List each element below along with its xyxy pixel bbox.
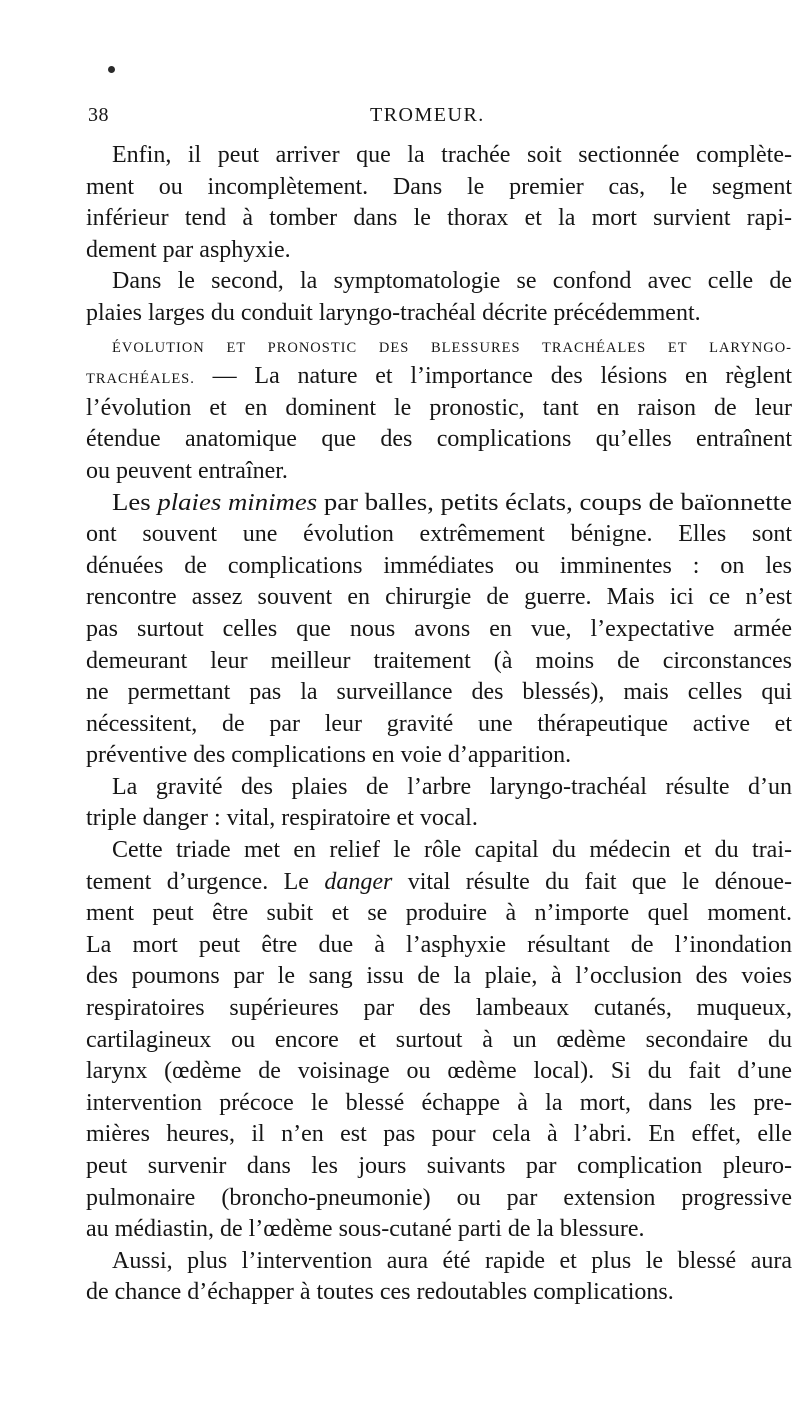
line-content — [86, 1151, 792, 1183]
page-number: 38 — [88, 104, 109, 126]
emphasis-text: plaies minimes — [157, 489, 318, 516]
line-text: l’évolution et en dominent le pronostic, tant en raison de leur — [86, 394, 792, 421]
line-text: peut survenir dans les jours suivants par complication pleuro- — [86, 1153, 792, 1179]
line-content — [86, 235, 291, 267]
line-text: de chance d’échapper à toutes ces redoutables complications. — [86, 1279, 674, 1306]
text-line — [86, 488, 792, 520]
line-text: ont souvent une évolution extrêmement bénigne. Elles sont — [86, 521, 792, 548]
line-content — [86, 203, 792, 235]
text-line — [86, 519, 792, 551]
line-content — [86, 519, 792, 551]
line-content — [86, 456, 288, 488]
text-line — [86, 172, 792, 204]
line-text: rencontre assez souvent en chirurgie de guerre. Mais ici ce n’est — [86, 584, 792, 611]
line-content — [112, 835, 792, 867]
line-text: Les — [112, 489, 158, 516]
text-line — [86, 930, 792, 962]
line-content — [86, 582, 792, 614]
line-content — [86, 1277, 674, 1309]
text-line — [86, 266, 792, 298]
body-text — [86, 140, 792, 1309]
line-text: dénuées de complications immédiates ou imminentes : on les — [86, 552, 792, 579]
text-line — [86, 298, 792, 330]
line-content — [86, 867, 792, 899]
text-line — [86, 1277, 792, 1309]
text-line — [86, 1119, 792, 1151]
text-line — [86, 456, 792, 488]
line-content — [112, 772, 792, 804]
line-content — [86, 424, 792, 456]
line-text: préventive des complications en voie d’apparition. — [86, 742, 572, 769]
line-content — [86, 646, 792, 678]
text-line — [86, 1214, 792, 1246]
line-content — [86, 803, 478, 835]
line-text: intervention précoce le blessé échappe à la mort, dans les pre- — [86, 1089, 792, 1116]
line-text: des poumons par le sang issu de la plaie, à l’occlusion des voies — [86, 963, 792, 990]
line-text: cartilagineux ou encore et surtout à un œdème secondaire du — [86, 1026, 792, 1053]
line-content — [86, 361, 792, 393]
text-line — [86, 898, 792, 930]
section-heading: TRACHÉALES. — [86, 371, 195, 388]
line-text: La gravité des plaies de l’arbre laryngo-trachéal résulte d’un — [112, 773, 792, 800]
text-line — [86, 614, 792, 646]
line-text: plaies larges du conduit laryngo-trachéal décrite précédemment. — [86, 299, 701, 326]
text-line — [86, 361, 792, 393]
line-text: mières heures, il n’en est pas pour cela à l’abri. En effet, elle — [86, 1121, 792, 1148]
line-content — [86, 551, 792, 583]
line-text: pulmonaire (broncho-pneumonie) ou par extension progressive — [86, 1184, 792, 1211]
text-line — [86, 835, 792, 867]
line-content — [86, 993, 792, 1025]
line-content — [86, 709, 792, 741]
text-line — [86, 772, 792, 804]
line-text: demeurant leur meilleur traitement (à moins de circonstances — [86, 647, 792, 674]
text-line — [86, 582, 792, 614]
line-content — [86, 1214, 644, 1246]
line-text: larynx (œdème de voisinage ou œdème local). Si du fait d’une — [86, 1058, 792, 1085]
line-content — [86, 1056, 792, 1088]
ink-speck — [108, 66, 115, 73]
text-line — [86, 203, 792, 235]
text-line — [86, 740, 792, 772]
line-text: respiratoires supérieures par des lambeaux cutanés, muqueux, — [86, 995, 792, 1022]
line-content — [86, 1119, 792, 1151]
text-line — [86, 235, 792, 267]
line-text: ne permettant pas la surveillance des blessés), mais celles qui — [86, 679, 792, 706]
text-line — [86, 551, 792, 583]
line-content — [86, 930, 792, 962]
line-content — [112, 1246, 792, 1278]
text-line — [86, 993, 792, 1025]
line-text: — La nature et l’importance des lésions en règlent — [194, 363, 792, 390]
text-line — [86, 961, 792, 993]
text-line — [86, 709, 792, 741]
line-text: tement d’urgence. Le — [86, 868, 325, 895]
text-line — [86, 1246, 792, 1278]
text-line — [86, 393, 792, 425]
line-text: inférieur tend à tomber dans le thorax et la mort survient rapi- — [86, 205, 792, 232]
line-content — [86, 961, 792, 993]
line-text: vital résulte du fait que le dénoue- — [392, 868, 792, 895]
line-text: étendue anatomique que des complications qu’elles entraînent — [86, 426, 792, 453]
line-text: Dans le second, la symptomatologie se confond avec celle de — [112, 268, 792, 295]
line-content — [86, 898, 792, 930]
section-heading: ÉVOLUTION ET PRONOSTIC DES BLESSURES TRACHÉALES ET LARYNGO- — [112, 339, 792, 356]
line-text: pas surtout celles que nous avons en vue, l’expectative armée — [86, 615, 792, 642]
line-content — [86, 393, 792, 425]
text-line — [86, 1025, 792, 1057]
line-content — [112, 330, 792, 362]
line-content — [86, 1088, 792, 1120]
line-content — [86, 1183, 792, 1215]
text-line — [86, 1088, 792, 1120]
line-content — [86, 172, 792, 204]
text-line — [86, 1183, 792, 1215]
text-line — [86, 424, 792, 456]
line-content — [86, 298, 701, 330]
text-line — [86, 1056, 792, 1088]
text-line — [86, 803, 792, 835]
line-text: triple danger : vital, respiratoire et vocal. — [86, 805, 478, 832]
line-text: par balles, petits éclats, coups de baïonnette — [317, 489, 792, 516]
line-text: ou peuvent entraîner. — [86, 457, 288, 484]
line-content — [86, 677, 792, 709]
page-header — [88, 104, 528, 136]
text-line — [86, 330, 792, 362]
line-text: La mort peut être due à l’asphyxie résultant de l’inondation — [86, 931, 792, 958]
line-text: Aussi, plus l’intervention aura été rapide et plus le blessé aura — [112, 1247, 792, 1274]
text-line — [86, 867, 792, 899]
line-text: ment ou incomplètement. Dans le premier cas, le segment — [86, 173, 792, 200]
line-content — [112, 266, 792, 298]
line-content — [112, 140, 792, 172]
line-content — [86, 614, 792, 646]
line-content — [86, 740, 571, 772]
line-content — [112, 488, 792, 520]
line-text: Cette triade met en relief le rôle capital du médecin et du trai- — [112, 837, 792, 864]
line-text: Enfin, il peut arriver que la trachée soit sectionnée complète- — [112, 142, 792, 168]
line-text: au médiastin, de l’œdème sous-cutané parti de la blessure. — [86, 1216, 645, 1243]
line-content — [86, 1025, 792, 1057]
text-line — [86, 646, 792, 678]
text-line — [86, 677, 792, 709]
text-line — [86, 140, 792, 172]
line-text: ment peut être subit et se produire à n’importe quel moment. — [86, 900, 792, 927]
line-text: dement par asphyxie. — [86, 236, 291, 263]
line-text: nécessitent, de par leur gravité une thérapeutique active et — [86, 710, 792, 737]
text-line — [86, 1151, 792, 1183]
emphasis-text: danger — [324, 868, 393, 895]
running-head: TROMEUR. — [370, 104, 485, 126]
